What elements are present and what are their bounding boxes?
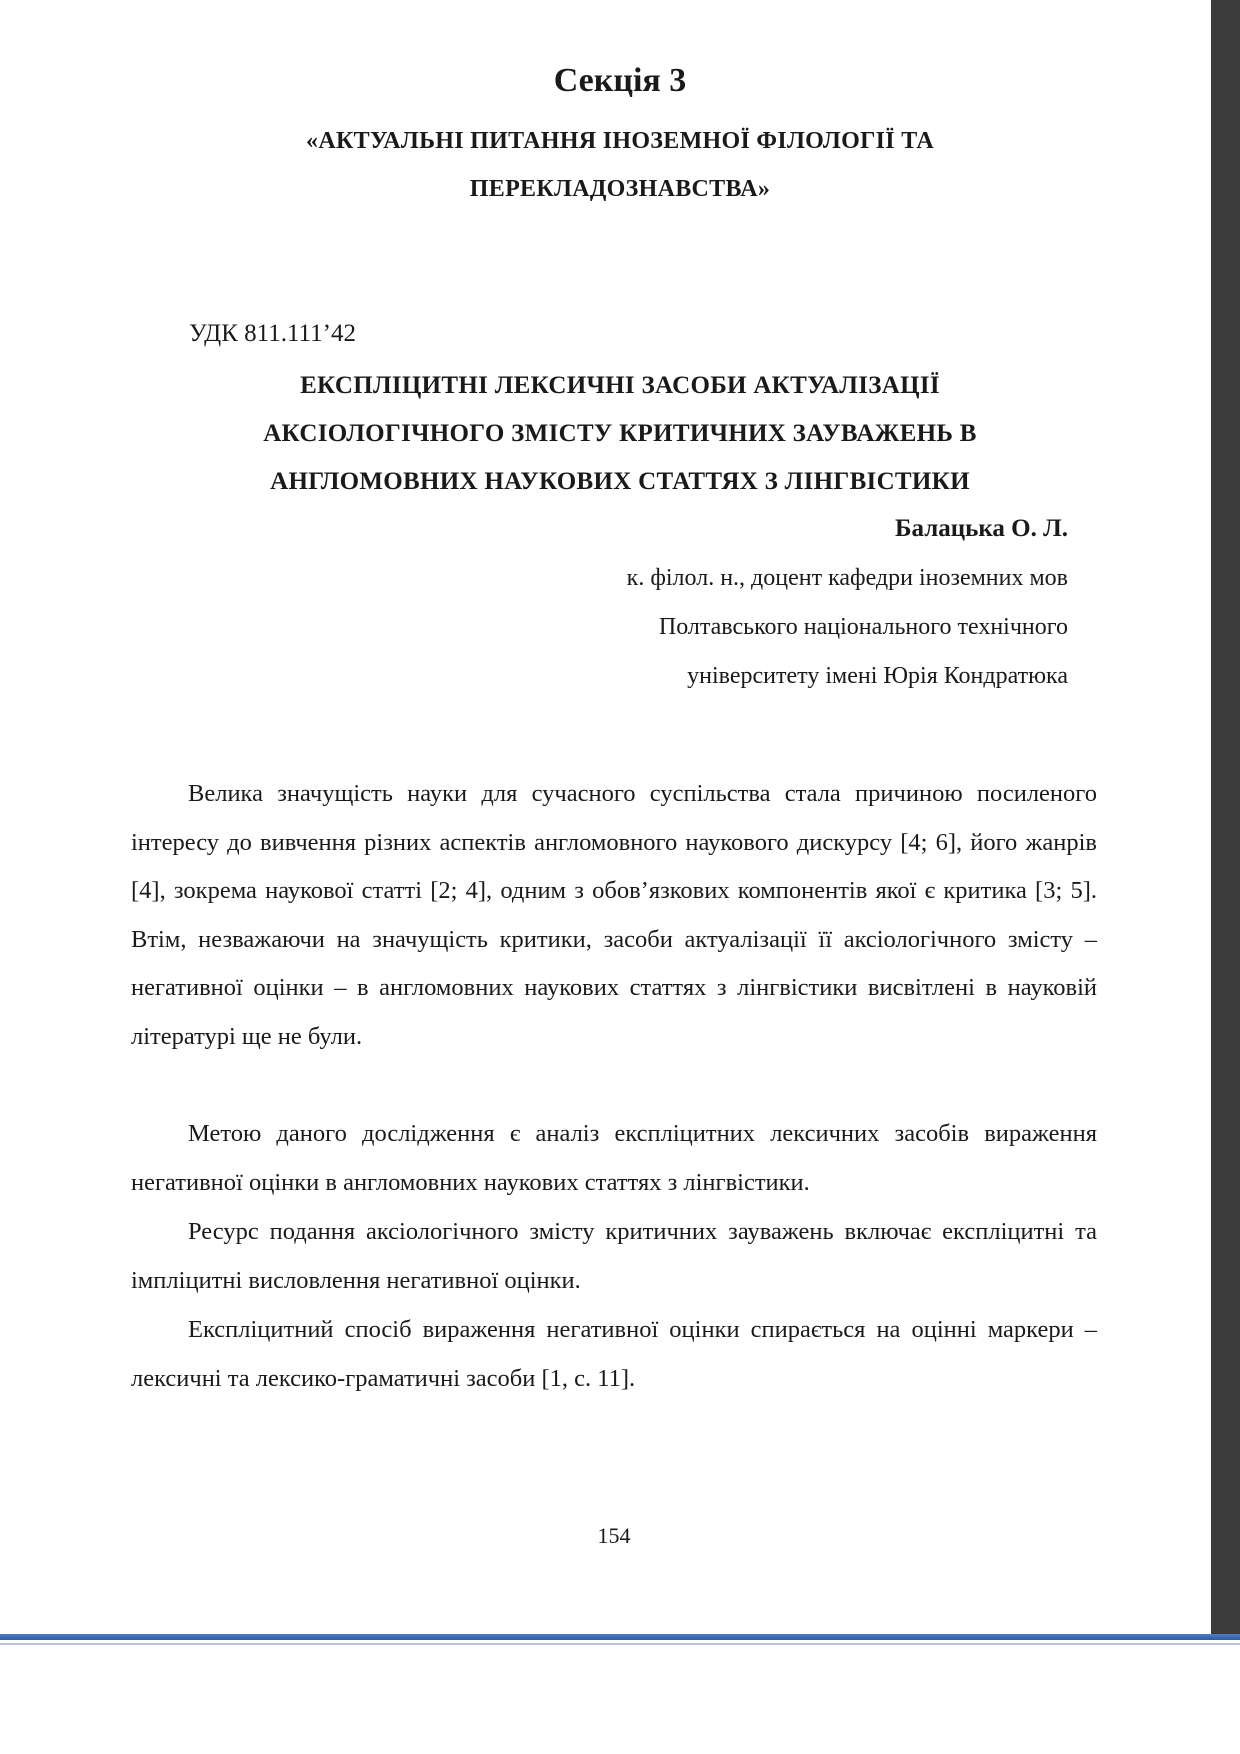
section-title: Секція 3 xyxy=(553,62,687,99)
article-title-line-1: ЕКСПЛІЦИТНІ ЛЕКСИЧНІ ЗАСОБИ АКТУАЛІЗАЦІЇ xyxy=(300,372,940,399)
body-paragraph: Велика значущість науки для сучасного суспільства стала причиною посиленого інтересу до вивчення різних аспектів англомовного наукового дискурсу [4; 6], його жанрів [4], зокрема наукової статті [2; 4], одним з обов’язкових компонентів якої є критика [3; 5]. Втім, незважаючи на значущість критики, засоби актуалізації її аксіологічного змісту – негативної оцінки – в англомовних наукових статтях з лінгвістики висвітлені в науковій літературі ще не були. xyxy=(131,780,1097,1050)
article-title-line-2: АКСІОЛОГІЧНОГО ЗМІСТУ КРИТИЧНИХ ЗАУВАЖЕНЬ В xyxy=(263,420,977,447)
author-affiliation-line-3: університету імені Юрія Кондратюка xyxy=(687,663,1068,689)
author-name: Балацька О. Л. xyxy=(895,515,1068,542)
udk-code: УДК 811.111’42 xyxy=(189,320,356,347)
author-affiliation-line-1: к. філол. н., доцент кафедри іноземних мов xyxy=(626,565,1068,591)
section-subtitle-line-1: «АКТУАЛЬНІ ПИТАННЯ ІНОЗЕМНОЇ ФІЛОЛОГІЇ ТА xyxy=(306,128,934,154)
article-title-line-3: АНГЛОМОВНИХ НАУКОВИХ СТАТТЯХ З ЛІНГВІСТИКИ xyxy=(270,468,970,495)
author-affiliation-line-2: Полтавського національного технічного xyxy=(658,614,1068,640)
viewer-side-border xyxy=(1211,0,1240,1636)
section-subtitle-line-2: ПЕРЕКЛАДОЗНАВСТВА» xyxy=(469,176,771,202)
page-number: 154 xyxy=(597,1523,631,1548)
viewer-bottom-scrollbar[interactable] xyxy=(0,1634,1240,1640)
viewer-bottom-divider xyxy=(0,1643,1240,1645)
body-paragraph: Експліцитний спосіб вираження негативної оцінки спирається на оцінні маркери – лексичні та лексико-граматичні засоби [1, с. 11]. xyxy=(131,1316,1097,1392)
body-paragraph: Метою даного дослідження є аналіз експліцитних лексичних засобів вираження негативної оцінки в англомовних наукових статтях з лінгвістики. xyxy=(131,1120,1097,1196)
body-paragraph: Ресурс подання аксіологічного змісту критичних зауважень включає експліцитні та імпліцитні висловлення негативної оцінки. xyxy=(131,1218,1097,1294)
